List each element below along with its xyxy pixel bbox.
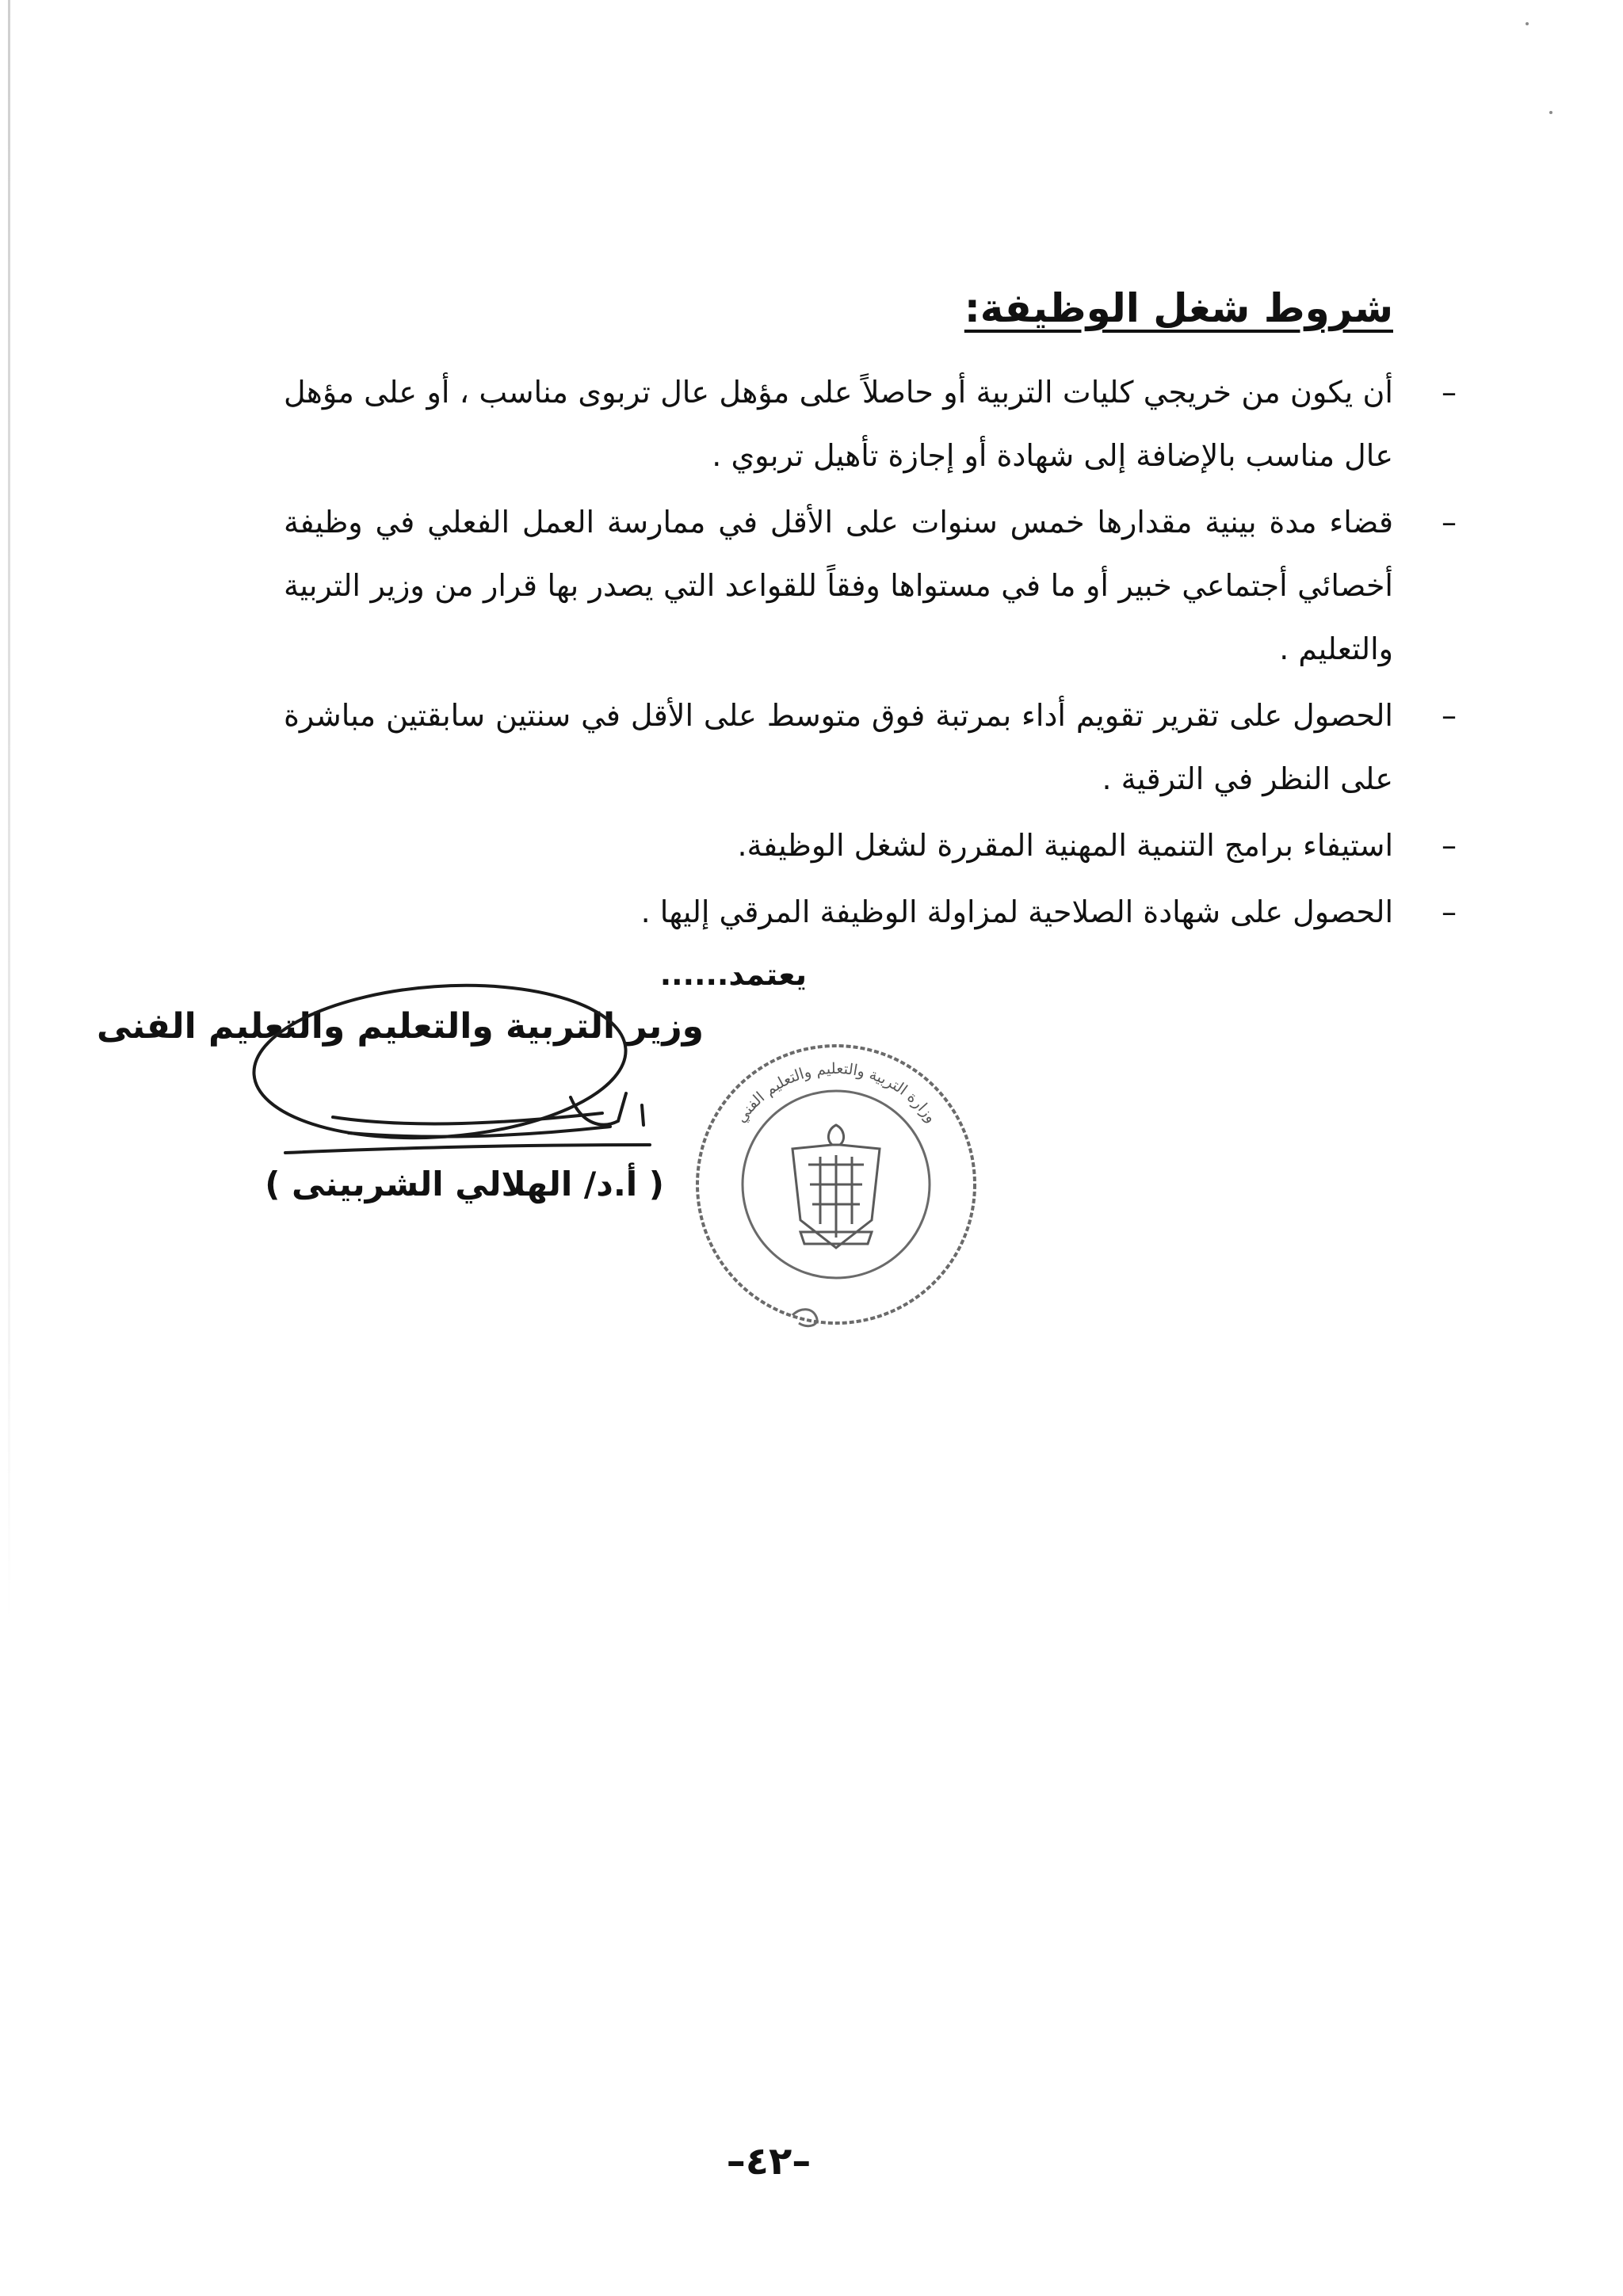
bullet-dash: – [1442,698,1457,733]
condition-item [284,360,1457,487]
seal-ring-text: وزارة التربية والتعليم والتعليم الفني [731,1059,941,1127]
eagle-emblem-icon [792,1125,880,1248]
conditions-list [284,360,1457,947]
approval-label: يعتمد...... [659,957,807,992]
scan-speck [1549,111,1552,114]
minister-title: وزير التربية والتعليم والتعليم الفنى [96,1006,704,1047]
signer-name: ( أ.د/ الهلالي الشربينى ) [265,1165,664,1203]
condition-text: استيفاء برامج التنمية المهنية المقررة لشغل الوظيفة. [737,828,1393,863]
bullet-dash: – [1442,828,1457,863]
bullet-dash: – [1442,894,1457,929]
section-heading: شروط شغل الوظيفة: [964,285,1393,331]
bullet-dash: – [1442,505,1457,540]
scan-edge [8,0,10,1624]
condition-item [284,814,1457,877]
scan-speck [1526,22,1529,25]
bullet-dash: – [1442,375,1457,410]
page-number: –٤٢– [726,2139,812,2183]
condition-text: الحصول على تقرير تقويم أداء بمرتبة فوق متوسط على الأقل في سنتين سابقتين مباشرة على النظر في الترقية . [284,698,1393,796]
condition-text: الحصول على شهادة الصلاحية لمزاولة الوظيفة المرقي إليها . [640,894,1393,929]
condition-item [284,490,1457,681]
condition-text: قضاء مدة بينية مقدارها خمس سنوات على الأقل في ممارسة العمل الفعلي في وظيفة أخصائي أجتماعي خبير أو ما في مستواها وفقاً للقواعد التي يصدر بها قرار من وزير التربية والتعليم . [284,505,1393,666]
official-seal [682,1030,991,1339]
condition-item [284,684,1457,810]
condition-item [284,880,1457,944]
condition-text: أن يكون من خريجي كليات التربية أو حاصلاً على مؤهل عال تربوى مناسب ، أو على مؤهل عال مناسب بالإضافة إلى شهادة أو إجازة تأهيل تربوي . [284,375,1393,473]
